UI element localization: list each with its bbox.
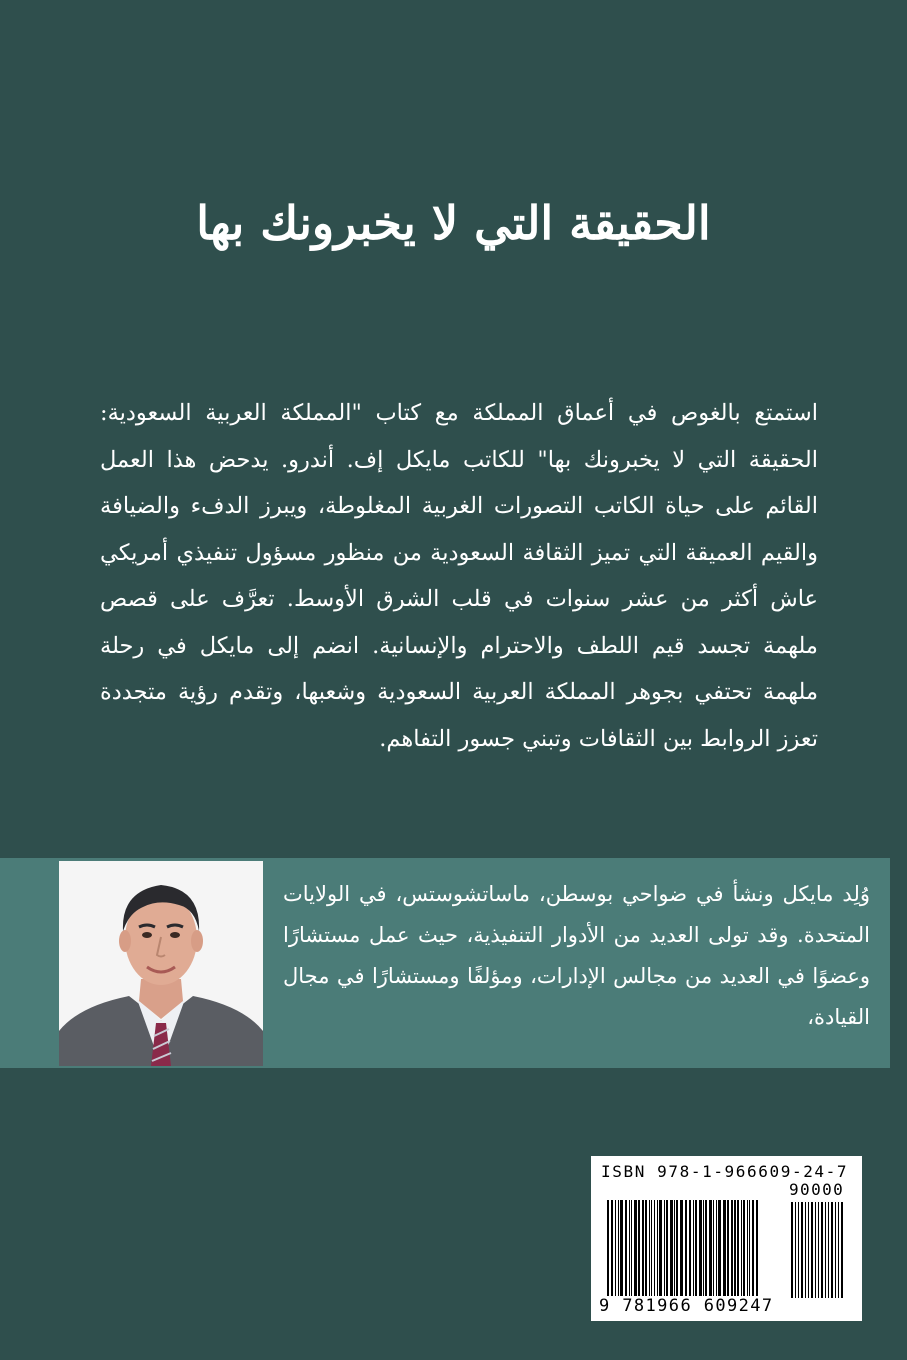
author-bio: وُلِد مايكل ونشأ في ضواحي بوسطن، ماساتشوستس، في الولايات المتحدة. وقد تولى العديد من الأدوار التنفيذية، حيث عمل مستشارًا وعضوًا في العديد من مجالس الإدارات، ومؤلفًا ومستشارًا في مجال القيادة، [283,882,871,1029]
author-portrait-image [59,861,263,1066]
barcode-digits: 9 781966 609247 [599,1296,774,1316]
isbn-number: ISBN 978-1-966609-24-7 [601,1162,849,1181]
book-title: الحقيقة التي لا يخبرونك بها [196,196,711,250]
price-code: 90000 [789,1180,845,1199]
author-section [0,858,890,1068]
author-photo [59,861,263,1066]
book-blurb: استمتع بالغوص في أعماق المملكة مع كتاب "المملكة العربية السعودية: الحقيقة التي لا يخبرونك بها" للكاتب مايكل إف. أندرو. يدحض هذا العمل القائم على حياة الكاتب التصورات الغربية المغلوطة، ويبرز الدفء والضيافة والقيم العميقة التي تميز الثقافة السعودية من منظور مسؤول تنفيذي أمريكي عاش أكثر من عشر سنوات في قلب الشرق الأوسط. تعرَّف على قصص ملهمة تجسد قيم اللطف والاحترام والإنسانية. انضم إلى مايكل في رحلة ملهمة تحتفي بجوهر المملكة العربية السعودية وشعبها، وتقدم رؤية متجددة تعزز الروابط بين الثقافات وتبني جسور التفاهم. [100,400,818,752]
isbn-barcode [591,1156,862,1321]
